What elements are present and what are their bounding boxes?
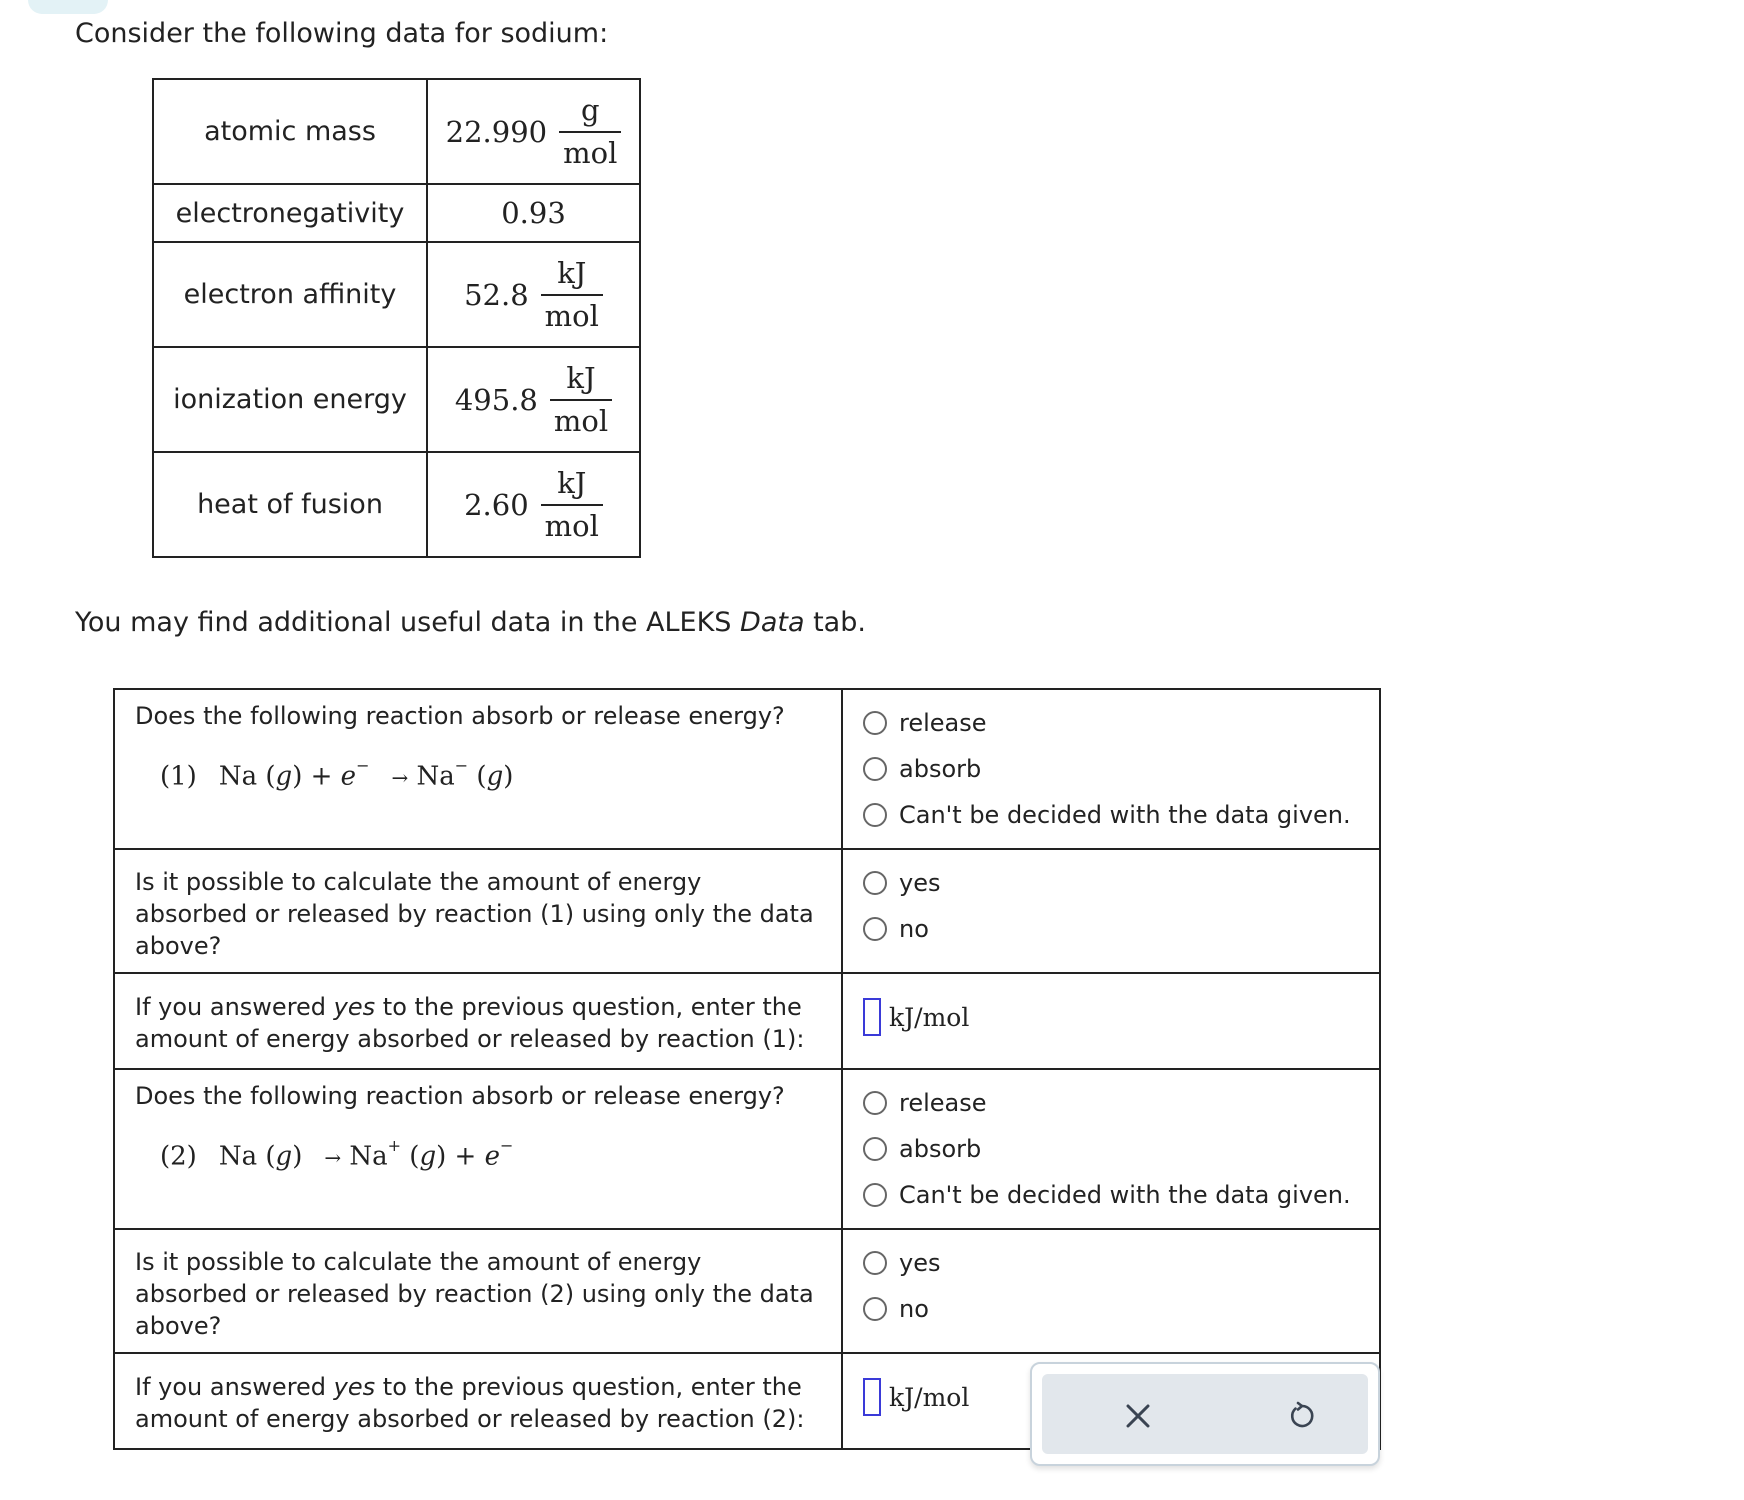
intro-text: Consider the following data for sodium:	[75, 18, 609, 49]
property-value: 0.93	[427, 184, 640, 242]
radio-circle[interactable]	[863, 1183, 887, 1207]
question-prompt: Does the following reaction absorb or release energy?	[135, 702, 785, 730]
radio-release-2[interactable]: release	[863, 1080, 1359, 1126]
unit-fraction: $\frac{g}{\text{mol}}$	[559, 96, 621, 168]
property-value: 2.60	[464, 487, 529, 522]
radio-cant-decide-1[interactable]: Can't be decided with the data given.	[863, 792, 1359, 838]
radio-circle[interactable]	[863, 871, 887, 895]
question-row-3	[114, 973, 1380, 1069]
radio-circle[interactable]	[863, 803, 887, 827]
data-row-electronegativity	[153, 184, 640, 242]
radio-circle[interactable]	[863, 757, 887, 781]
radio-cant-decide-2[interactable]: Can't be decided with the data given.	[863, 1172, 1359, 1218]
radio-absorb-2[interactable]: absorb	[863, 1126, 1359, 1172]
data-row-atomic-mass	[153, 79, 640, 184]
radio-circle[interactable]	[863, 1297, 887, 1321]
reaction-equation-2: (2) Na (g) → Na+ (g) + e−	[160, 1136, 514, 1172]
question-row-5	[114, 1229, 1380, 1353]
close-icon	[1123, 1401, 1153, 1431]
radio-circle[interactable]	[863, 1091, 887, 1115]
radio-circle[interactable]	[863, 1251, 887, 1275]
reaction-equation-1: (1) Na (g) + e−→ Na− (g)	[160, 756, 514, 792]
radio-circle[interactable]	[863, 917, 887, 941]
question-table	[113, 688, 1381, 1450]
question-row-2	[114, 849, 1380, 973]
data-row-heat-of-fusion	[153, 452, 640, 557]
radio-release-1[interactable]: release	[863, 700, 1359, 746]
unit-fraction: $\frac{kJ}{\text{mol}}$	[541, 469, 603, 541]
radio-yes-1[interactable]: yes	[863, 860, 1359, 906]
property-value: 495.8	[454, 382, 538, 417]
energy-input-2[interactable]	[863, 1378, 881, 1416]
top-tab-decoration	[28, 0, 108, 14]
data-tab-note: You may find additional useful data in the ALEKS Data tab.	[75, 607, 866, 638]
question-prompt: Is it possible to calculate the amount of energy absorbed or released by reaction (2) using only the data above?	[114, 1229, 842, 1353]
property-value: 52.8	[464, 277, 529, 312]
radio-circle[interactable]	[863, 1137, 887, 1161]
question-prompt: Is it possible to calculate the amount of energy absorbed or released by reaction (1) using only the data above?	[114, 849, 842, 973]
property-label: electron affinity	[153, 242, 427, 347]
unit-fraction: $\frac{kJ}{\text{mol}}$	[541, 259, 603, 331]
radio-no-2[interactable]: no	[863, 1286, 1359, 1332]
undo-icon	[1286, 1400, 1318, 1432]
property-value: 22.990	[445, 114, 548, 149]
question-prompt: Does the following reaction absorb or release energy?	[135, 1082, 785, 1110]
unit-label: kJ/mol	[889, 1002, 970, 1032]
data-tab-name: Data	[740, 607, 805, 638]
question-prompt: If you answered yes to the previous question, enter the amount of energy absorbed or released by reaction (1):	[114, 973, 842, 1069]
radio-yes-2[interactable]: yes	[863, 1240, 1359, 1286]
answer-action-bar	[1030, 1362, 1380, 1466]
question-prompt: If you answered yes to the previous question, enter the amount of energy absorbed or released by reaction (2):	[114, 1353, 842, 1449]
undo-button[interactable]	[1274, 1388, 1330, 1444]
unit-label: kJ/mol	[889, 1382, 970, 1412]
property-label: heat of fusion	[153, 452, 427, 557]
sodium-data-table	[152, 78, 641, 558]
question-row-4	[114, 1069, 1380, 1229]
question-row-1	[114, 689, 1380, 849]
radio-no-1[interactable]: no	[863, 906, 1359, 952]
property-label: ionization energy	[153, 347, 427, 452]
energy-input-1[interactable]	[863, 998, 881, 1036]
unit-fraction: $\frac{kJ}{\text{mol}}$	[550, 364, 612, 436]
data-row-electron-affinity	[153, 242, 640, 347]
property-label: atomic mass	[153, 79, 427, 184]
property-label: electronegativity	[153, 184, 427, 242]
radio-absorb-1[interactable]: absorb	[863, 746, 1359, 792]
radio-circle[interactable]	[863, 711, 887, 735]
data-row-ionization-energy	[153, 347, 640, 452]
clear-button[interactable]	[1110, 1388, 1166, 1444]
